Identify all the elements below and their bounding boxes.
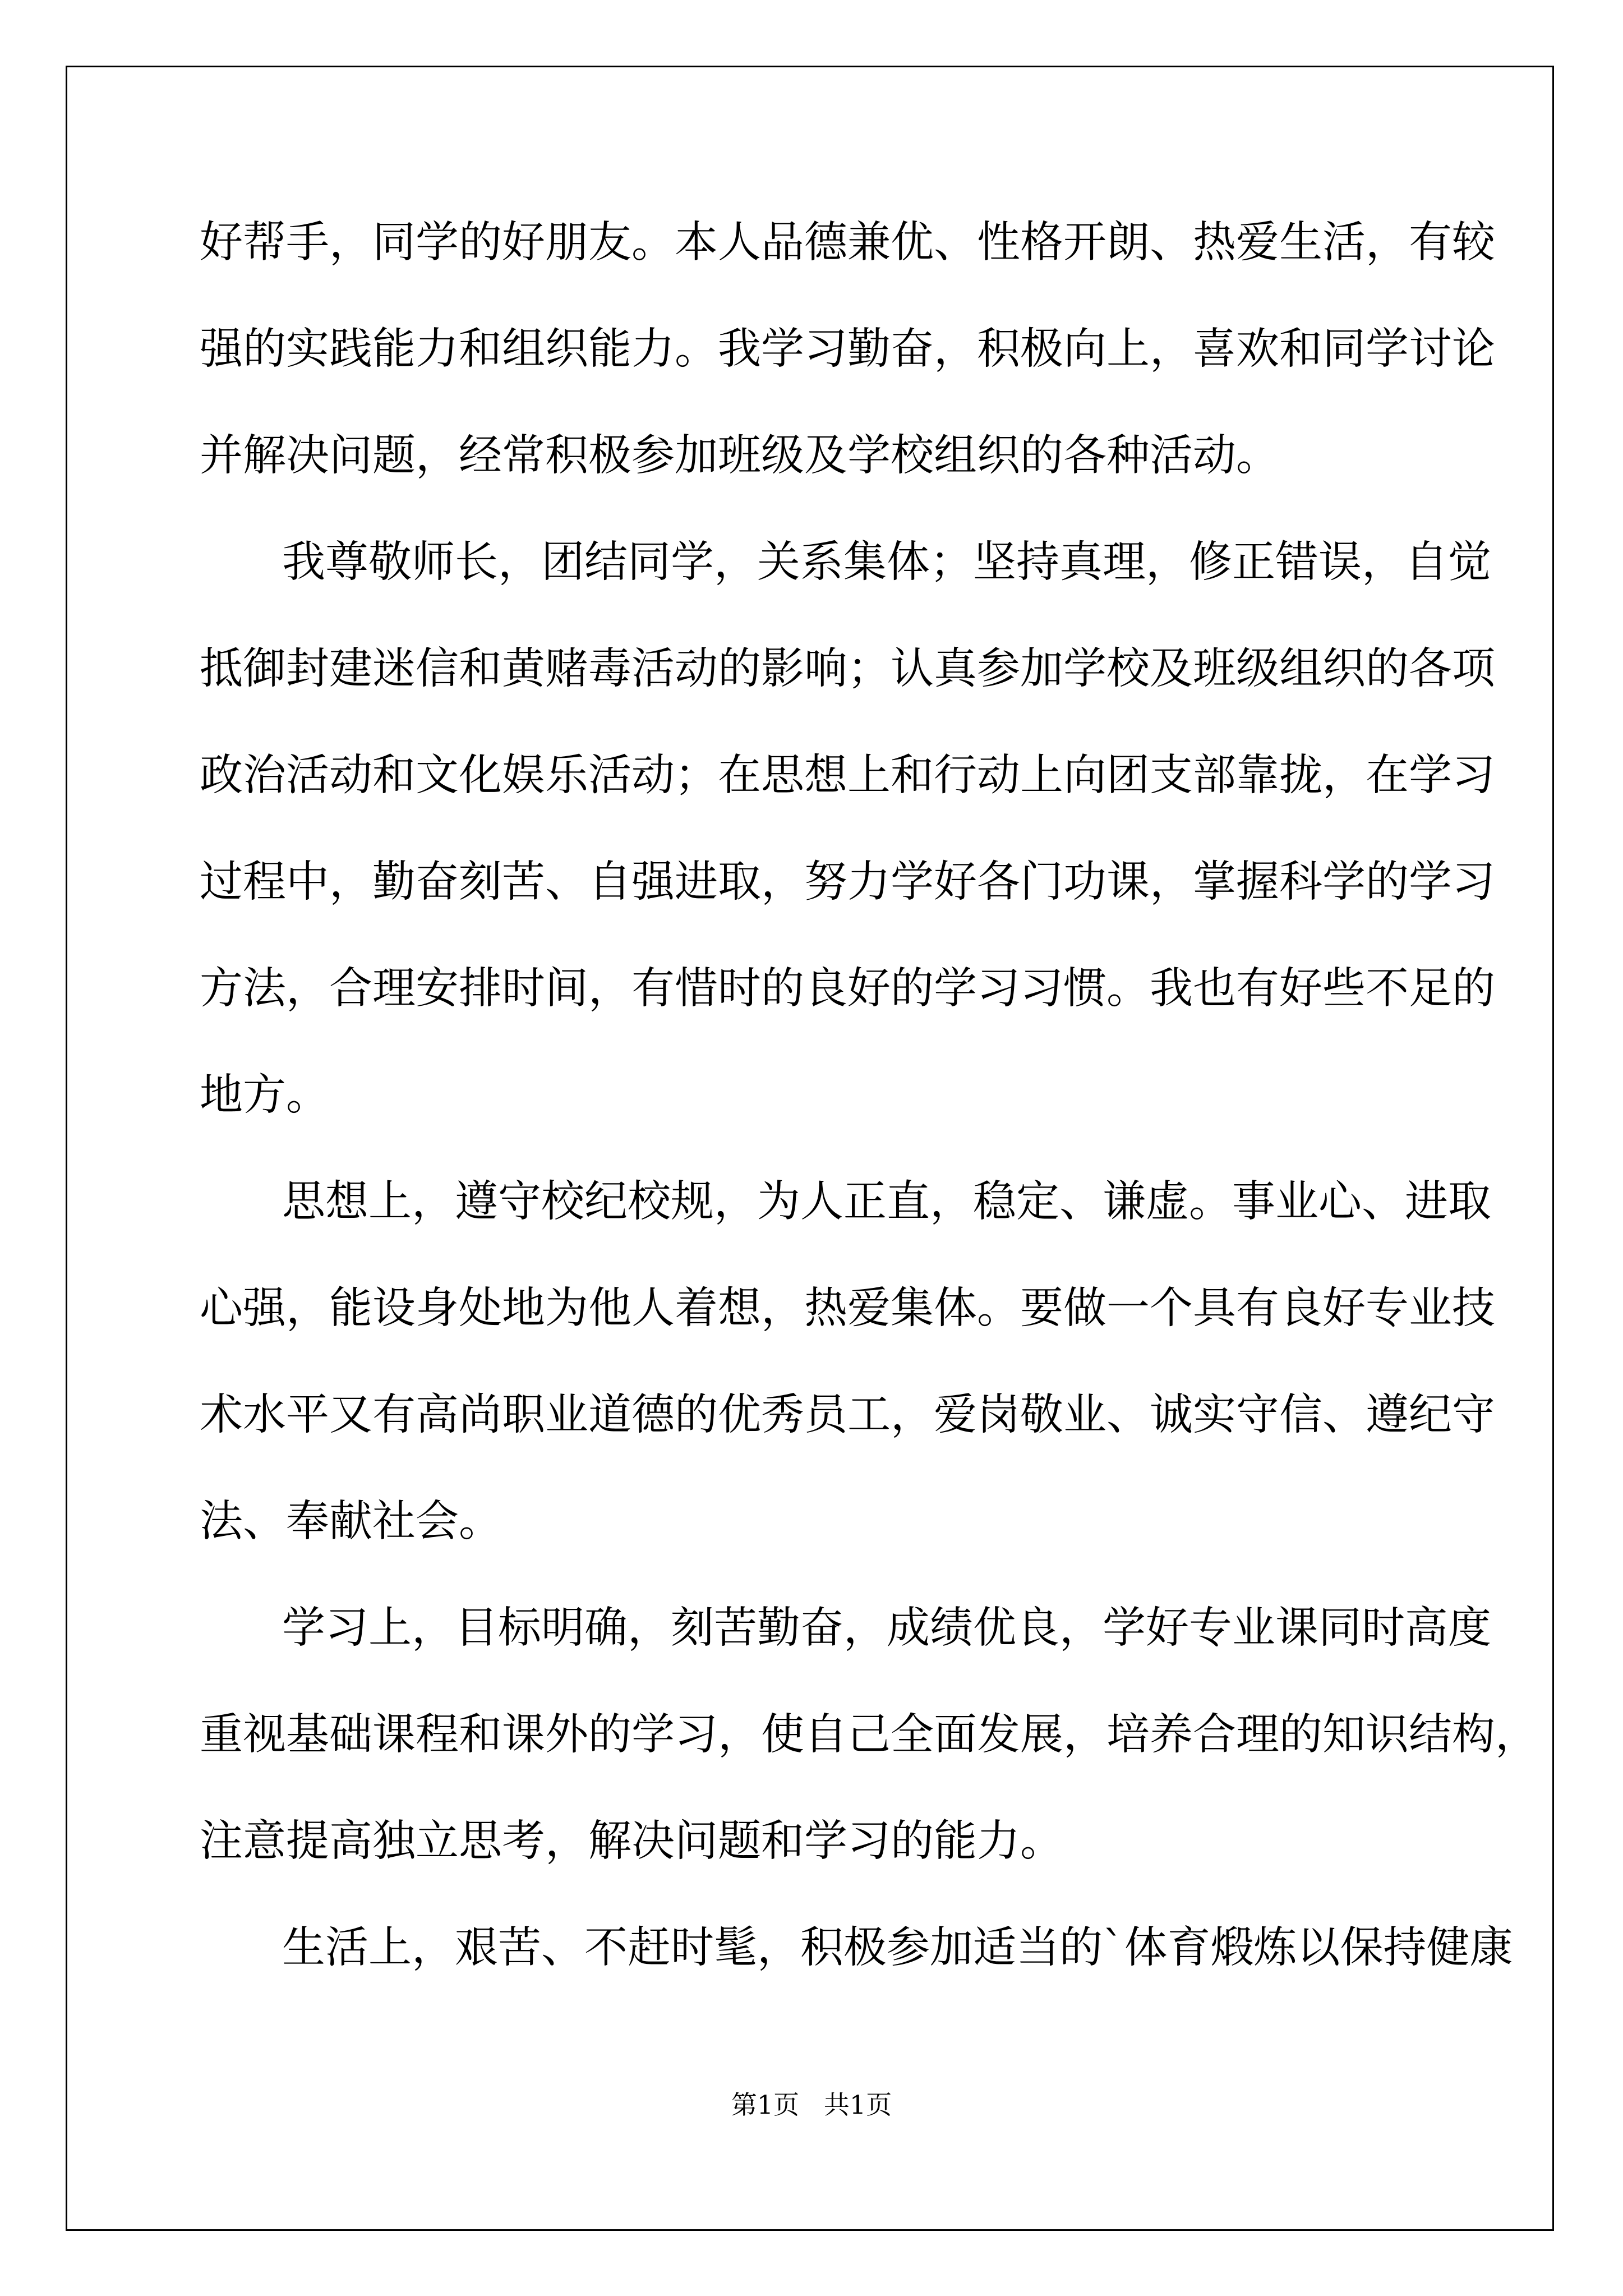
page-footer: 第1页 共1页 [731,2090,892,2120]
text-line-2: 强的实践能力和组织能力。我学习勤奋，积极向上，喜欢和同学讨论 [200,324,1495,374]
page-border [66,66,1554,2231]
text-line-11: 心强，能设身处地为他人着想，热爱集体。要做一个具有良好专业技 [200,1283,1495,1333]
text-line-10: 思想上，遵守校纪校规，为人正直，稳定、谦虚。事业心、进取 [282,1177,1491,1227]
text-line-3: 并解决问题，经常积极参加班级及学校组织的各种活动。 [200,431,1279,481]
text-line-9: 地方。 [200,1070,329,1120]
text-line-4: 我尊敬师长，团结同学，关系集体；坚持真理，修正错误，自觉 [282,537,1491,587]
text-line-8: 方法，合理安排时间，有惜时的良好的学习习惯。我也有好些不足的 [200,964,1495,1014]
text-line-16: 注意提高独立思考，解决问题和学习的能力。 [200,1816,1063,1866]
text-line-5: 抵御封建迷信和黄赌毒活动的影响；认真参加学校及班级组织的各项 [200,644,1495,694]
text-line-12: 术水平又有高尚职业道德的优秀员工，爱岗敬业、诚实守信、遵纪守 [200,1390,1495,1440]
text-line-7: 过程中，勤奋刻苦、自强进取，努力学好各门功课，掌握科学的学习 [200,857,1495,907]
text-line-14: 学习上，目标明确，刻苦勤奋，成绩优良，学好专业课同时高度 [282,1603,1491,1653]
text-line-15: 重视基础课程和课外的学习，使自己全面发展，培养合理的知识结构， [200,1710,1538,1760]
text-line-13: 法、奉献社会。 [200,1497,502,1547]
text-line-6: 政治活动和文化娱乐活动；在思想上和行动上向团支部靠拢，在学习 [200,751,1495,800]
text-line-1: 好帮手，同学的好朋友。本人品德兼优、性格开朗、热爱生活，有较 [200,218,1495,268]
text-line-17: 生活上，艰苦、不赶时髦，积极参加适当的`体育煅炼以保持健康 [282,1923,1513,1973]
